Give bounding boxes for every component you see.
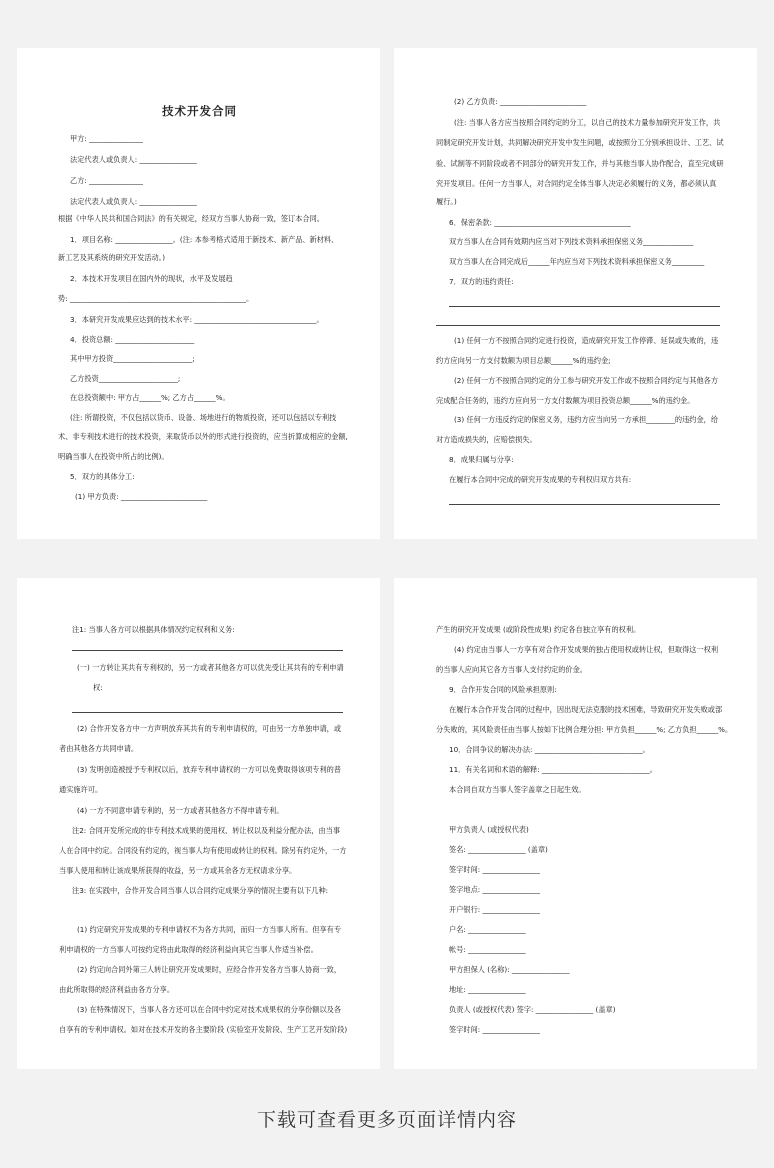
signature-field: 开户银行: ________________ <box>449 905 540 914</box>
text-line: 根据《中华人民共和国合同法》的有关规定，经双方当事人协商一致，签订本合同。 <box>58 214 324 223</box>
text-line: 双方当事人在合同有效期内应当对下列技术资料承担保密义务______________ <box>449 237 694 246</box>
text-line: 完成配合任务的，违约方应向另一方支付数额为项目投资总额______%的违约金。 <box>436 396 695 405</box>
text-line: 由此所取得的经济利益由各方分享。 <box>59 985 175 994</box>
text-line: 权: <box>93 683 103 692</box>
text-line: 在履行本合同中完成的研究开发成果的专利权归双方共有: <box>449 475 632 484</box>
text-line: (注: 当事人各方应当按照合同约定的分工，以自己的技术力量参加研究开发工作，共 <box>454 118 721 127</box>
text-line: 注1: 当事人各方可以根据具体情况约定权利和义务: <box>72 625 235 634</box>
text-line: (注: 所谓投资，不仅包括以货币、设备、场地进行的物质投资，还可以包括以专利技 <box>70 413 337 422</box>
signature-field: 负责人 (或授权代表) 签字: ________________ (盖章) <box>449 1005 616 1014</box>
text-line: 究开发项目。任何一方当事人，对合同约定全体当事人决定必须履行的义务，都必须认真 <box>436 179 717 188</box>
text-line: (一) 一方转让其共有专利权的，另一方或者其他各方可以优先受让其共有的专利申请 <box>77 663 344 672</box>
text-line: 法定代表人或负责人: ________________ <box>70 155 197 164</box>
text-line: 注2: 合同开发所完成的非专利技术成果的使用权、转让权以及利益分配办法，由当事 <box>72 826 341 835</box>
text-line: (1) 任何一方不按照合同约定进行投资，造成研究开发工作停滞、延误或失败的，违 <box>454 336 719 345</box>
contract-title: 技术开发合同 <box>162 104 237 118</box>
text-line: 同制定研究开发计划，共同解决研究开发中发生问题，或按照分工分别承担设计、工艺、试 <box>436 138 724 147</box>
text-line: (4) 一方不同意申请专利的，另一方或者其他各方不得申请专利。 <box>77 806 284 815</box>
text-line: 5．双方的具体分工: <box>70 472 135 481</box>
text-line: 本合同自双方当事人签字盖章之日起生效。 <box>449 785 586 794</box>
text-line: 术、非专利技术进行的技术投资，来取货币以外的形式进行投资的，应当折算成相应的金额, <box>58 432 348 441</box>
text-line: 明确当事人在投资中所占的比例)。 <box>58 452 169 461</box>
text-line: 势: _________________________________________________。 <box>58 294 254 303</box>
document-page-4 <box>394 578 757 1069</box>
text-line: (1) 约定研究开发成果的专利申请权不为各方共同，而归一方当事人所有。但享有专 <box>77 925 342 934</box>
text-line: 乙方投资______________________; <box>70 374 181 383</box>
blank-line <box>72 650 343 651</box>
text-line: 通实施许可。 <box>59 785 103 794</box>
text-line: 11．有关名词和术语的解释: ______________________________。 <box>449 765 657 774</box>
text-line: 验、试制等不同阶段或者不同部分的研究开发工作，并与其他当事人协作配合，直至完成研 <box>436 159 724 168</box>
signature-heading: 甲方负责人 (或授权代表) <box>449 825 529 834</box>
text-line: 9．合作开发合同的风险承担原则: <box>449 685 557 694</box>
signature-field: 户名: ________________ <box>449 925 526 934</box>
signature-field: 甲方担保人 (名称): ________________ <box>449 965 570 974</box>
text-line: 履行。) <box>436 197 457 206</box>
text-line: 者由其他各方共同申请。 <box>59 744 139 753</box>
text-line: 约方应向另一方支付数额为项目总额______%的违约金; <box>436 356 611 365</box>
text-line: (3) 任何一方违反约定的保密义务，违约方应当向另一方承担________的违约金，给 <box>454 415 719 424</box>
signature-field: 签字时间: ________________ <box>449 865 540 874</box>
text-line: 8．成果归属与分享: <box>449 455 514 464</box>
text-line: 其中甲方投资______________________; <box>70 354 195 363</box>
download-more-caption: 下载可查看更多页面详情内容 <box>256 1109 517 1131</box>
text-line: 7．双方的违约责任: <box>449 277 514 286</box>
text-line: 双方当事人在合同完成后______年内应当对下列技术资料承担保密义务_________ <box>449 257 705 266</box>
text-line: (3) 在特殊情况下，当事人各方还可以在合同中约定对技术成果权的分享份额以及各 <box>77 1005 342 1014</box>
document-page-1 <box>17 48 380 539</box>
blank-line <box>449 504 720 505</box>
text-line: 1．项目名称: ________________。(注: 本参考格式适用于新技术、新产品、新材料、 <box>70 235 339 244</box>
text-line: (2) 合作开发各方中一方声明放弃其共有的专利申请权的，可由另一方单独申请，或 <box>77 724 342 733</box>
text-line: 4．投资总额: ______________________ <box>70 335 195 344</box>
text-line: 在总投资额中: 甲方占______%; 乙方占______%。 <box>70 393 230 402</box>
text-line: (3) 发明创造被授予专利权以后，放弃专利申请权的一方可以免费取得该项专利的普 <box>77 765 342 774</box>
text-line: (2) 乙方负责: ________________________ <box>454 97 587 106</box>
text-line: 对方造成损失的，应赔偿损失。 <box>436 435 537 444</box>
text-line: 2．本技术开发项目在国内外的现状，水平及发展趋 <box>70 274 233 283</box>
text-line: 自享有的专利申请权。如对在技术开发的各主要阶段 (实验室开发阶段、生产工艺开发阶段) <box>59 1025 348 1034</box>
text-line: 乙方: _______________ <box>70 176 143 185</box>
text-line: 产生的研究开发成果 (或阶段性成果) 约定各自独立享有的权利。 <box>436 625 641 634</box>
blank-line <box>72 712 343 713</box>
blank-line <box>449 306 720 307</box>
text-line: (2) 任何一方不按照合同约定的分工参与研究开发工作或不按照合同约定与其他各方 <box>454 376 719 385</box>
text-line: 分失败的，其风险责任由当事人按如下比例合理分担: 甲方负担______%; 乙方负担______%。 <box>436 725 733 734</box>
blank-line <box>436 325 720 326</box>
text-line: 法定代表人或负责人: ________________ <box>70 197 197 206</box>
document-page-2 <box>394 48 757 539</box>
text-line: 利申请权的一方当事人可按约定将由此取得的经济利益向其它当事人作适当补偿。 <box>59 945 318 954</box>
text-line: 当事人使用和转让该成果所获得的收益，另一方或其余各方无权请求分享。 <box>59 866 297 875</box>
text-line: 6．保密条款: ______________________________________ <box>449 218 631 227</box>
signature-field: 帐号: ________________ <box>449 945 526 954</box>
signature-field: 地址: ________________ <box>449 985 526 994</box>
text-line: 的当事人应向其它各方当事人支付约定的价金。 <box>436 665 587 674</box>
signature-field: 签字时间: ________________ <box>449 1025 540 1034</box>
signature-field: 签字地点: ________________ <box>449 885 540 894</box>
text-line: 新工艺及其系统的研究开发活动。) <box>58 253 166 262</box>
text-line: 注3: 在实践中，合作开发合同当事人以合同约定成果分享的情况主要有以下几种: <box>72 886 329 895</box>
text-line: 甲方: _______________ <box>70 134 143 143</box>
text-line: 人在合同中约定。合同没有约定的，视当事人均有使用或转让的权利。除另有约定外，一方 <box>59 846 347 855</box>
signature-field: 签名: ________________ (盖章) <box>449 845 548 854</box>
text-line: 10．合同争议的解决办法: ______________________________。 <box>449 745 650 754</box>
text-line: (1) 甲方负责: ________________________ <box>75 492 208 501</box>
document-page-3 <box>17 578 380 1069</box>
text-line: (2) 约定向合同外第三人转让研究开发成果时，应经合作开发各方当事人协商一致， <box>77 965 342 974</box>
text-line: 在履行本合作开发合同的过程中，因出现无法克服的技术困难，导致研究开发失败或部 <box>449 705 723 714</box>
text-line: 3．本研究开发成果应达到的技术水平: __________________________________。 <box>70 315 324 324</box>
text-line: (4) 约定由当事人一方享有对合作开发成果的独占使用权或转让权，但取得这一权利 <box>454 645 719 654</box>
